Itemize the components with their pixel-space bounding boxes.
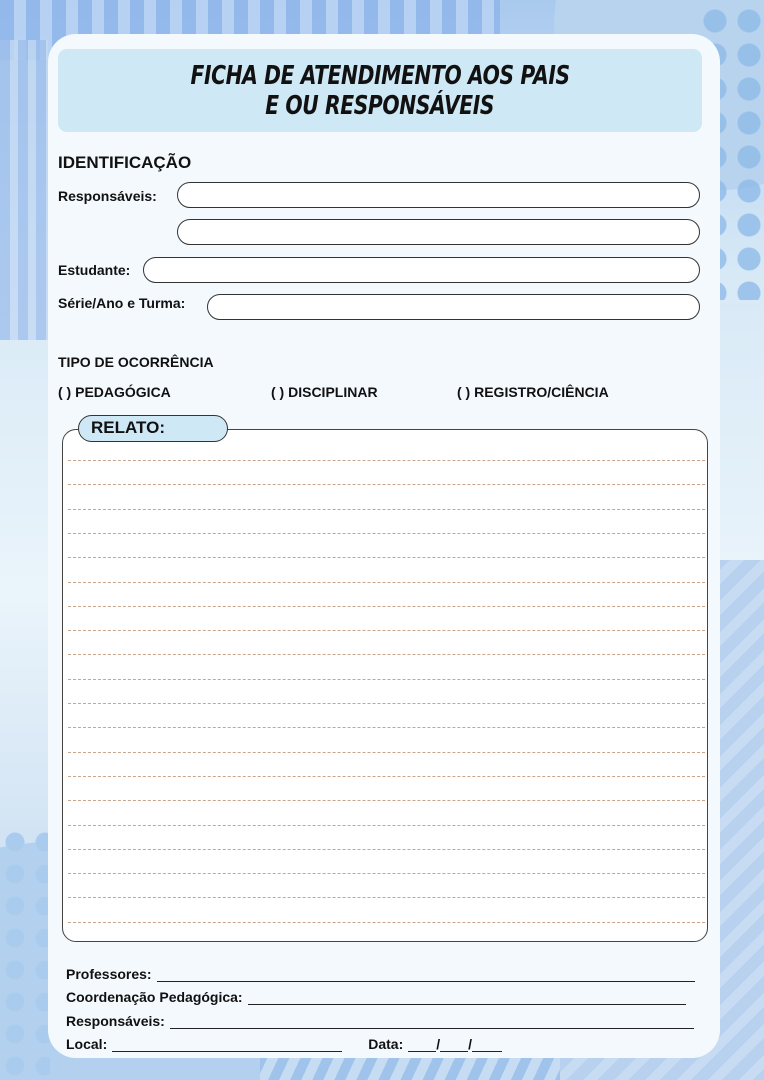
estudante-input[interactable] [143, 257, 700, 283]
relato-ruled-line [68, 825, 705, 826]
serie-turma-label: Série/Ano e Turma: [58, 295, 186, 311]
relato-ruled-line [68, 533, 705, 534]
estudante-label: Estudante: [58, 262, 131, 278]
title-banner [58, 49, 702, 132]
relato-ruled-line [68, 557, 705, 558]
form-card [48, 34, 720, 1058]
relato-ruled-line [68, 897, 705, 898]
page-title-line-2: E OU RESPONSÁVEIS [265, 90, 495, 121]
relato-ruled-line [68, 873, 705, 874]
relato-ruled-line [68, 630, 705, 631]
coordenacao-label: Coordenação Pedagógica: [66, 989, 243, 1005]
relato-ruled-line [68, 752, 705, 753]
relato-ruled-line [68, 727, 705, 728]
tipo-ocorrencia-heading: TIPO DE OCORRÊNCIA [58, 354, 214, 370]
responsaveis-signature-label: Responsáveis: [66, 1013, 165, 1029]
coordenacao-row [66, 989, 686, 1005]
responsaveis-input-2[interactable] [177, 219, 700, 245]
serie-turma-input[interactable] [207, 294, 700, 320]
data-day-line[interactable] [408, 1037, 436, 1052]
responsaveis-input-1[interactable] [177, 182, 700, 208]
relato-ruled-line [68, 703, 705, 704]
background-stripes-left [0, 40, 48, 340]
responsaveis-signature-row [66, 1013, 694, 1029]
data-year-line[interactable] [472, 1037, 502, 1052]
option-pedagogica-label: PEDAGÓGICA [75, 384, 171, 400]
responsaveis-label: Responsáveis: [58, 188, 157, 204]
option-registro-ciencia-label: REGISTRO/CIÊNCIA [474, 384, 609, 400]
local-input-line[interactable] [112, 1037, 342, 1052]
professores-signature-line[interactable] [157, 967, 695, 982]
relato-ruled-line [68, 922, 705, 923]
local-data-row [66, 1036, 502, 1052]
relato-ruled-line [68, 776, 705, 777]
option-disciplinar-label: DISCIPLINAR [288, 384, 378, 400]
local-label: Local: [66, 1036, 108, 1052]
relato-ruled-line [68, 606, 705, 607]
checkbox-registro-ciencia[interactable]: ( ) [457, 384, 471, 400]
relato-textarea[interactable] [62, 429, 708, 942]
option-registro-ciencia[interactable] [457, 384, 609, 400]
option-pedagogica[interactable] [58, 384, 171, 400]
relato-label: RELATO: [78, 415, 228, 442]
background-dots-bottom-left [0, 820, 50, 1080]
data-label: Data: [368, 1036, 404, 1052]
relato-ruled-line [68, 800, 705, 801]
checkbox-pedagogica[interactable]: ( ) [58, 384, 72, 400]
data-month-line[interactable] [440, 1037, 468, 1052]
coordenacao-signature-line[interactable] [248, 990, 686, 1005]
responsaveis-signature-line[interactable] [170, 1014, 694, 1029]
relato-ruled-line [68, 509, 705, 510]
relato-ruled-line [68, 679, 705, 680]
data-separator-2: / [468, 1036, 473, 1052]
relato-ruled-line [68, 460, 705, 461]
relato-ruled-line [68, 484, 705, 485]
relato-ruled-line [68, 849, 705, 850]
data-separator-1: / [436, 1036, 441, 1052]
checkbox-disciplinar[interactable]: ( ) [271, 384, 285, 400]
relato-ruled-line [68, 654, 705, 655]
identificacao-heading: IDENTIFICAÇÃO [58, 153, 192, 172]
relato-ruled-line [68, 582, 705, 583]
page-title-line-1: FICHA DE ATENDIMENTO AOS PAIS [190, 60, 570, 91]
professores-label: Professores: [66, 966, 152, 982]
professores-row [66, 966, 695, 982]
option-disciplinar[interactable] [271, 384, 378, 400]
